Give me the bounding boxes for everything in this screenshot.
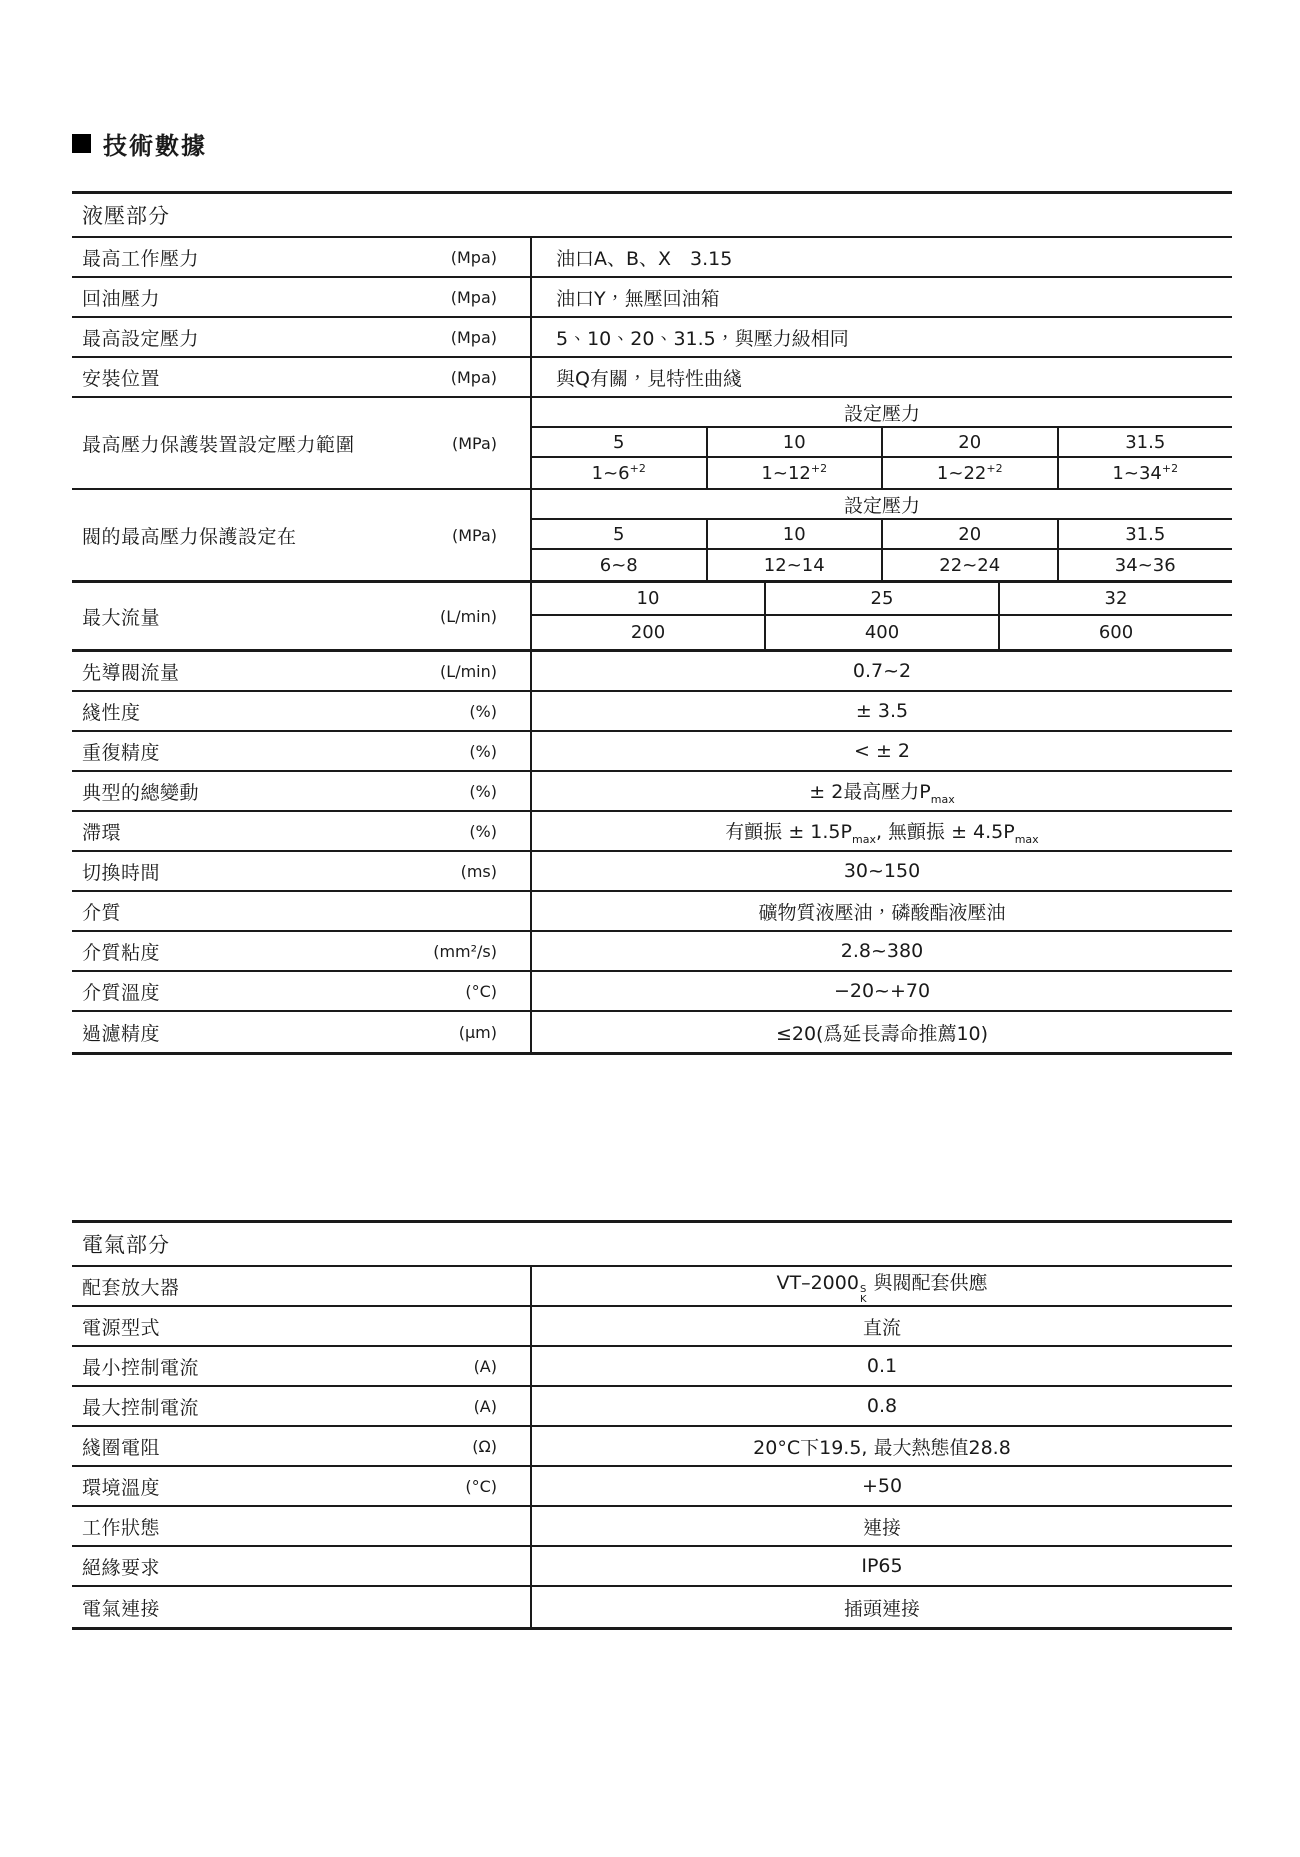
hydraulic-section-header (72, 194, 1232, 238)
row-value: IP65 (530, 1547, 1232, 1585)
electrical-section-title: 電氣部分 (82, 1233, 170, 1257)
row-value: 0.7~2 (530, 652, 1232, 690)
row-label: 先導閥流量 (82, 661, 180, 684)
nested-pressure-table (530, 490, 1232, 580)
valve-size: 32 (1104, 588, 1128, 609)
row-label: 配套放大器 (82, 1276, 180, 1299)
row-unit: (Mpa) (450, 327, 497, 347)
row-label: 過濾精度 (82, 1022, 161, 1045)
row-label: 最大流量 (82, 606, 161, 629)
row-mounting-position (72, 358, 1232, 398)
page-content (0, 126, 1300, 1630)
row-value: 2.8~380 (530, 932, 1232, 970)
page-title-text: 技術數據 (103, 132, 207, 160)
row-amplifier (72, 1267, 1232, 1307)
row-value (530, 772, 1232, 810)
row-value: 插頭連接 (530, 1587, 1232, 1627)
electrical-table (72, 1220, 1232, 1630)
row-value: −20~+70 (530, 972, 1232, 1010)
range-value: $1\sim 34^{+2}$ (1112, 462, 1179, 484)
row-label: 工作狀態 (82, 1516, 161, 1539)
row-protection-range (72, 398, 1232, 490)
row-valve-protection (72, 490, 1232, 583)
row-value: 礦物質液壓油，磷酸酯液壓油 (530, 892, 1232, 930)
row-label: 閥的最高壓力保護設定在 (82, 525, 297, 548)
nested-pressure-table (530, 398, 1232, 488)
row-linearity (72, 692, 1232, 732)
hydraulic-table (72, 191, 1232, 1055)
pressure-range (1059, 458, 1233, 488)
row-label: 介質 (82, 901, 122, 924)
row-label-cell (72, 1467, 530, 1505)
row-value: +50 (530, 1467, 1232, 1505)
set-pressure-header: 設定壓力 (532, 490, 1232, 520)
row-unit: (L/min) (440, 661, 497, 681)
row-label-cell (72, 583, 530, 649)
row-value: ≤20(爲延長壽命推薦10) (530, 1012, 1232, 1052)
row-label-cell (72, 972, 530, 1010)
row-label: 絕緣要求 (82, 1556, 161, 1579)
value-text: 有顫振 ± $1.5P_{max}$, 無顫振 ± $4.5P_{max}$ (725, 820, 1039, 846)
row-unit: (%) (469, 701, 497, 721)
row-label: 安裝位置 (82, 367, 161, 390)
flow-value: 400 (766, 616, 1000, 649)
pressure-range-row (532, 550, 1232, 580)
pressure-level: 5 (532, 428, 708, 456)
valve-size: 10 (532, 583, 766, 614)
pressure-level: 10 (708, 428, 884, 456)
row-unit: (%) (469, 821, 497, 841)
flow-value: 600 (1098, 622, 1134, 643)
pmax-sub: max (1014, 832, 1039, 846)
flow-value: 200 (532, 616, 766, 649)
row-pilot-flow (72, 652, 1232, 692)
valve-size: 25 (766, 583, 1000, 614)
footnote-sup: +2 (986, 462, 1003, 475)
pressure-range: 34~36 (1114, 554, 1176, 576)
row-insulation (72, 1547, 1232, 1587)
row-label-cell (72, 1012, 530, 1052)
row-unit: (%) (469, 781, 497, 801)
row-unit: (Mpa) (450, 287, 497, 307)
row-label-cell (72, 358, 530, 396)
row-label-cell (72, 652, 530, 690)
row-label: 綫性度 (82, 701, 141, 724)
row-label: 回油壓力 (82, 287, 161, 310)
row-value: 油口A、B、X 3.15 (530, 238, 1232, 276)
row-label: 電氣連接 (82, 1597, 161, 1620)
row-value: 連接 (530, 1507, 1232, 1545)
row-duty (72, 1507, 1232, 1547)
range-value: $1\sim 22^{+2}$ (936, 462, 1003, 484)
row-medium (72, 892, 1232, 932)
footnote-sup: +2 (1161, 462, 1179, 475)
type-code-stack: S K (859, 1283, 867, 1305)
row-label-cell (72, 1547, 530, 1585)
row-unit: (MPa) (451, 433, 497, 453)
row-unit: (Ω) (472, 1436, 497, 1456)
row-label-cell (72, 1347, 530, 1385)
row-label-cell (72, 278, 530, 316)
row-label: 最高壓力保護裝置設定壓力範圍 (82, 433, 356, 456)
hydraulic-section-title: 液壓部分 (82, 204, 170, 228)
pressure-level: 31.5 (1125, 431, 1166, 453)
pressure-level: 31.5 (1125, 523, 1166, 545)
row-unit: (MPa) (451, 525, 497, 545)
pressure-range: 22~24 (883, 550, 1059, 580)
row-label-cell (72, 812, 530, 850)
row-value: 30~150 (530, 852, 1232, 890)
row-value: 直流 (530, 1307, 1232, 1345)
row-label-cell (72, 398, 530, 488)
row-value: 5、10、20、31.5，與壓力級相同 (530, 318, 1232, 356)
row-value: 20°C下19.5, 最大熱態值28.8 (530, 1427, 1232, 1465)
row-label-cell (72, 932, 530, 970)
pressure-level: 20 (883, 520, 1059, 548)
row-label: 最高工作壓力 (82, 247, 200, 270)
row-unit: (°C) (465, 981, 497, 1001)
row-label: 電源型式 (82, 1316, 161, 1339)
row-switching-time (72, 852, 1232, 892)
row-max-working-pressure (72, 238, 1232, 278)
pressure-range (708, 458, 884, 488)
pressure-range: 12~14 (708, 550, 884, 580)
row-label-cell (72, 732, 530, 770)
row-label-cell (72, 852, 530, 890)
row-value (530, 1267, 1232, 1305)
valve-size-row (532, 583, 1232, 616)
row-value: 0.8 (530, 1387, 1232, 1425)
row-label: 最小控制電流 (82, 1356, 200, 1379)
row-filtration (72, 1012, 1232, 1052)
row-label-cell (72, 892, 530, 930)
row-unit: (%) (469, 741, 497, 761)
row-unit: (Mpa) (450, 247, 497, 267)
row-label: 綫圈電阻 (82, 1436, 161, 1459)
row-label: 介質粘度 (82, 941, 161, 964)
row-hysteresis (72, 812, 1232, 852)
electrical-section-header (72, 1223, 1232, 1267)
pressure-range-row (532, 458, 1232, 488)
pressure-level: 5 (532, 520, 708, 548)
row-unit: (L/min) (440, 606, 497, 626)
row-label-cell (72, 490, 530, 580)
row-label: 切換時間 (82, 861, 161, 884)
row-label: 最高設定壓力 (82, 327, 200, 350)
row-label-cell (72, 772, 530, 810)
row-max-current (72, 1387, 1232, 1427)
flow-value-row (532, 616, 1232, 649)
row-repeatability (72, 732, 1232, 772)
range-value: $1\sim 12^{+2}$ (761, 462, 828, 484)
pressure-range (883, 458, 1059, 488)
pressure-level: 10 (708, 520, 884, 548)
row-unit: (Mpa) (450, 367, 497, 387)
row-label-cell (72, 692, 530, 730)
set-pressure-header: 設定壓力 (532, 398, 1232, 428)
row-power-type (72, 1307, 1232, 1347)
row-value: 油口Y，無壓回油箱 (530, 278, 1232, 316)
row-temperature (72, 972, 1232, 1012)
value-text: VT–2000 S K 與閥配套供應 (776, 1271, 988, 1305)
row-unit: (mm²/s) (433, 941, 497, 961)
section-marker-icon (72, 134, 91, 153)
row-label-cell (72, 238, 530, 276)
row-unit: (μm) (458, 1022, 497, 1042)
row-value: < ± 2 (530, 732, 1232, 770)
pressure-level-row (532, 520, 1232, 550)
row-value: 0.1 (530, 1347, 1232, 1385)
pressure-level-row (532, 428, 1232, 458)
row-min-current (72, 1347, 1232, 1387)
row-unit: (A) (473, 1396, 497, 1416)
row-label-cell (72, 1307, 530, 1345)
row-label: 最大控制電流 (82, 1396, 200, 1419)
row-label-cell (72, 318, 530, 356)
row-label-cell (72, 1427, 530, 1465)
row-ambient-temp (72, 1467, 1232, 1507)
range-value: $1\sim 6^{+2}$ (591, 462, 646, 484)
page-title (72, 126, 1232, 161)
row-return-pressure (72, 278, 1232, 318)
pressure-range: 6~8 (532, 550, 708, 580)
pmax-sub: max (851, 832, 876, 846)
row-label: 重復精度 (82, 741, 161, 764)
row-label-cell (72, 1507, 530, 1545)
nested-flow-table (530, 583, 1232, 649)
row-viscosity (72, 932, 1232, 972)
row-label-cell (72, 1267, 530, 1305)
row-max-flow (72, 583, 1232, 652)
row-label-cell (72, 1387, 530, 1425)
row-unit: (A) (473, 1356, 497, 1376)
row-unit: (ms) (460, 861, 497, 881)
row-label: 典型的總變動 (82, 781, 200, 804)
row-label: 滯環 (82, 821, 122, 844)
row-connection (72, 1587, 1232, 1627)
footnote-sup: +2 (810, 462, 828, 475)
footnote-sup: +2 (629, 462, 646, 475)
row-coil-resistance (72, 1427, 1232, 1467)
row-unit: (°C) (465, 1476, 497, 1496)
pressure-range (532, 458, 708, 488)
row-value: 與Q有關，見特性曲綫 (530, 358, 1232, 396)
value-text: ± 2最高壓力$P_{max}$ (809, 780, 955, 806)
row-label: 環境溫度 (82, 1476, 161, 1499)
row-value: ± 3.5 (530, 692, 1232, 730)
row-label: 介質溫度 (82, 981, 161, 1004)
pmax-sub: max (930, 792, 955, 806)
row-label-cell (72, 1587, 530, 1627)
row-value (530, 812, 1232, 850)
row-typical-variation (72, 772, 1232, 812)
row-max-set-pressure (72, 318, 1232, 358)
pressure-level: 20 (883, 428, 1059, 456)
